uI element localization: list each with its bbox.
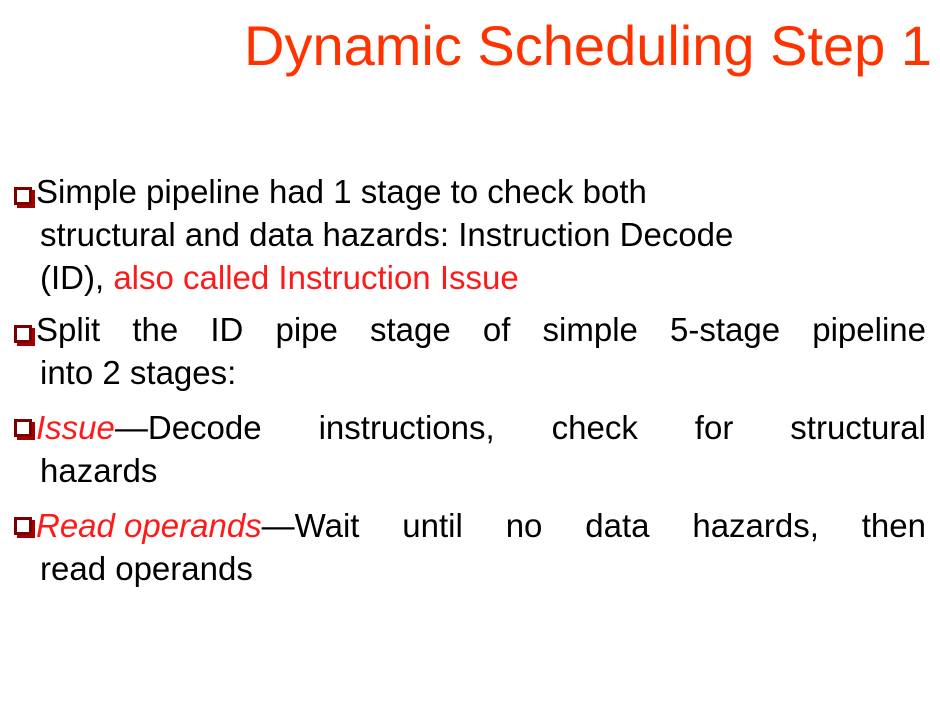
checkbox-bullet-icon (14, 517, 32, 535)
checkbox-bullet-icon (14, 187, 32, 205)
slide-title: Dynamic Scheduling Step 1 (244, 14, 932, 77)
bullet-1-line-2: structural and data hazards: Instruction Decode (40, 216, 734, 253)
bullet-4-term: Read operands (36, 507, 262, 544)
bullet-issue (14, 406, 926, 492)
bullet-3-line-2: hazards (40, 452, 158, 489)
bullet-3-line-1: —Decode instructions, check for structural (114, 409, 926, 446)
bullet-2-line-2: into 2 stages: (40, 354, 237, 391)
bullet-1-highlight: also called Instruction Issue (113, 259, 519, 296)
bullet-1-line-3: (ID), (40, 259, 114, 296)
checkbox-bullet-icon (14, 419, 32, 437)
bullet-read-operands (14, 504, 926, 590)
bullet-2-line-1: Split the ID pipe stage of simple 5-stage pipeline (36, 311, 926, 348)
bullet-3-term: Issue (36, 409, 115, 446)
checkbox-bullet-icon (14, 325, 32, 343)
bullet-1-line-1: Simple pipeline had 1 stage to check both (36, 173, 647, 210)
bullet-pipeline-stage (14, 170, 926, 299)
bullet-4-line-2: read operands (40, 550, 253, 587)
bullet-4-line-1: —Wait until no data hazards, then (261, 507, 926, 544)
bullet-split-id-stage (14, 308, 926, 394)
